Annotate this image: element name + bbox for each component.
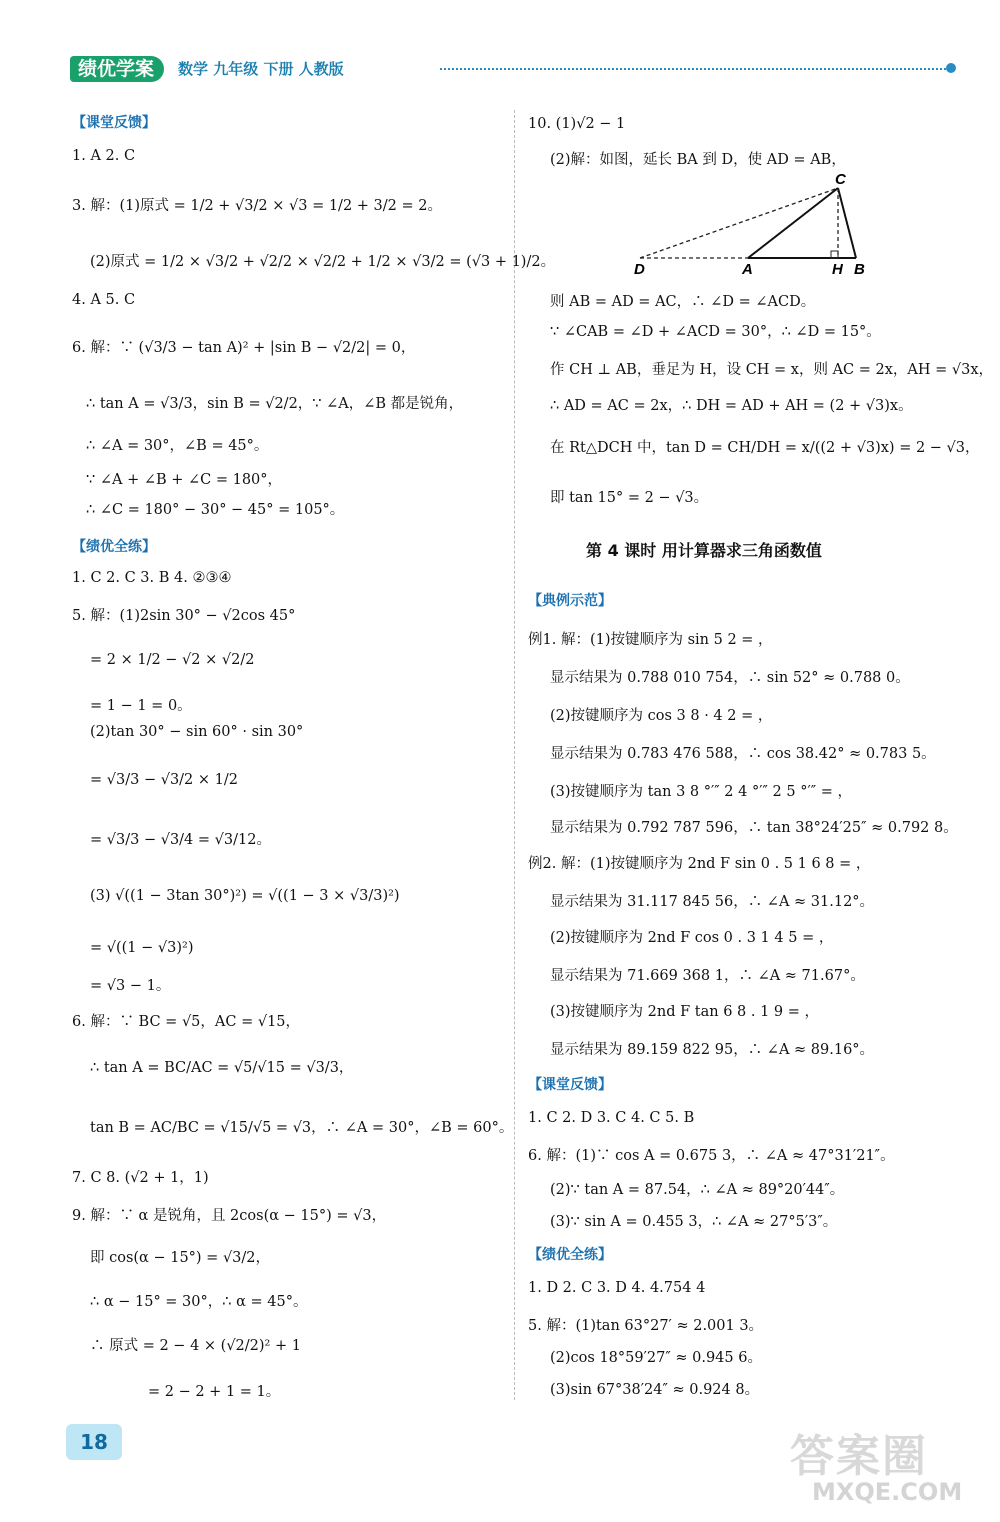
answer-line: 作 CH ⊥ AB，垂足为 H，设 CH = x，则 AC = 2x，AH = √3x，	[550, 362, 994, 378]
answer-line: ∵ ∠CAB = ∠D + ∠ACD = 30°，∴ ∠D = 15°。	[550, 324, 881, 340]
answer-line: 9. 解：∵ α 是锐角，且 2cos(α − 15°) = √3，	[72, 1208, 387, 1224]
right-angle-mark	[831, 251, 838, 258]
label-c: C	[835, 171, 846, 188]
answer-line: 4. A 5. C	[72, 292, 136, 308]
answer-line: 1. C 2. C 3. B 4. ②③④	[72, 570, 232, 586]
answer-line: 即 tan 15° = 2 − √3。	[550, 490, 709, 506]
label-b: B	[854, 261, 865, 278]
answer-line: 6. 解：∵ BC = √5，AC = √15，	[72, 1014, 301, 1030]
page-number: 18	[66, 1424, 122, 1460]
answer-line: 即 cos(α − 15°) = √3/2，	[90, 1250, 271, 1266]
answer-line: (3)按键顺序为 2nd F tan 6 8 . 1 9 = ，	[550, 1004, 820, 1020]
lesson-title: 第 4 课时 用计算器求三角函数值	[586, 541, 822, 560]
answer-line: = 1 − 1 = 0。	[90, 698, 192, 714]
page-header	[70, 52, 960, 88]
section-tag: 【课堂反馈】	[72, 115, 156, 131]
book-subtitle: 数学 九年级 下册 人教版	[178, 60, 344, 78]
triangle-diagram	[630, 170, 870, 280]
answer-line: 例1. 解：(1)按键顺序为 sin 5 2 = ，	[528, 632, 773, 648]
answer-line: 显示结果为 89.159 822 95，∴ ∠A ≈ 89.16°。	[550, 1042, 875, 1058]
header-dot	[946, 63, 956, 73]
answer-line: (2)按键顺序为 2nd F cos 0 . 3 1 4 5 = ，	[550, 930, 834, 946]
answer-line: 显示结果为 31.117 845 56，∴ ∠A ≈ 31.12°。	[550, 894, 875, 910]
answer-line: ∴ ∠A = 30°，∠B = 45°。	[86, 438, 269, 454]
column-divider	[514, 110, 515, 1400]
answer-line: 5. 解：(1)tan 63°27′ ≈ 2.001 3。	[528, 1318, 764, 1334]
answer-line: ∴ ∠C = 180° − 30° − 45° = 105°。	[86, 502, 345, 518]
answer-line: = 2 − 2 + 1 = 1。	[148, 1384, 281, 1400]
answer-line: 3. 解：(1)原式 = 1/2 + √3/2 × √3 = 1/2 + 3/2 = 2。	[72, 198, 442, 214]
answer-line: tan B = AC/BC = √15/√5 = √3，∴ ∠A = 30°，∠B = 60°。	[90, 1120, 514, 1136]
answer-line: 例2. 解：(1)按键顺序为 2nd F sin 0 . 5 1 6 8 = ，	[528, 856, 871, 872]
answer-line: (3)∵ sin A = 0.455 3，∴ ∠A ≈ 27°5′3″。	[550, 1214, 838, 1230]
label-a: A	[742, 261, 753, 278]
answer-line: 5. 解：(1)2sin 30° − √2cos 45°	[72, 608, 296, 624]
answer-line: 在 Rt△DCH 中，tan D = CH/DH = x/((2 + √3)x) = 2 − √3，	[550, 440, 980, 456]
answer-line: 显示结果为 0.788 010 754，∴ sin 52° ≈ 0.788 0。	[550, 670, 910, 686]
answer-line: 6. 解：∵ (√3/3 − tan A)² + |sin B − √2/2| = 0，	[72, 340, 416, 356]
answer-line: ∴ tan A = √3/3，sin B = √2/2，∵ ∠A，∠B 都是锐角，	[86, 396, 464, 412]
answer-line: (2)原式 = 1/2 × √3/2 + √2/2 × √2/2 + 1/2 × √3/2 = (√3 + 1)/2。	[90, 254, 556, 270]
answer-line: 显示结果为 0.792 787 596，∴ tan 38°24′25″ ≈ 0.792 8。	[550, 820, 958, 836]
label-h: H	[832, 261, 843, 278]
answer-line: (2)cos 18°59′27″ ≈ 0.945 6。	[550, 1350, 762, 1366]
answer-line: 显示结果为 71.669 368 1，∴ ∠A ≈ 71.67°。	[550, 968, 865, 984]
answer-line: ∵ ∠A + ∠B + ∠C = 180°，	[86, 472, 283, 488]
answer-line: 则 AB = AD = AC，∴ ∠D = ∠ACD。	[550, 294, 816, 310]
section-tag: 【绩优全练】	[528, 1247, 612, 1263]
answer-line: ∴ tan A = BC/AC = √5/√15 = √3/3，	[90, 1060, 354, 1076]
answer-line: 7. C 8. (√2 + 1，1)	[72, 1170, 209, 1186]
answer-line: (3) √((1 − 3tan 30°)²) = √((1 − 3 × √3/3)²)	[90, 888, 400, 904]
answer-line: 1. D 2. C 3. D 4. 4.754 4	[528, 1280, 706, 1296]
answer-line: (2)tan 30° − sin 60° · sin 30°	[90, 724, 304, 740]
segment-cb	[838, 188, 856, 258]
label-d: D	[634, 261, 645, 278]
answer-line: = 2 × 1/2 − √2 × √2/2	[90, 652, 255, 668]
answer-line: 10. (1)√2 − 1	[528, 116, 626, 132]
answer-line: ∴ α − 15° = 30°，∴ α = 45°。	[90, 1294, 308, 1310]
answer-line: (3)sin 67°38′24″ ≈ 0.924 8。	[550, 1382, 760, 1398]
section-tag: 【课堂反馈】	[528, 1077, 612, 1093]
answer-line: 显示结果为 0.783 476 588，∴ cos 38.42° ≈ 0.783 5。	[550, 746, 936, 762]
answer-line: ∴ 原式 = 2 − 4 × (√2/2)² + 1	[90, 1338, 301, 1354]
segment-ac	[748, 188, 838, 258]
answer-line: (2)解：如图，延长 BA 到 D，使 AD = AB，	[550, 152, 846, 168]
watermark-url: MXQE.COM	[812, 1478, 963, 1506]
watermark-logo: 答案圈	[790, 1431, 928, 1482]
section-tag: 【绩优全练】	[72, 539, 156, 555]
answer-line: ∴ AD = AC = 2x，∴ DH = AD + AH = (2 + √3)x。	[550, 398, 913, 414]
brand-logo: 绩优学案	[70, 56, 164, 82]
answer-line: (2)按键顺序为 cos 3 8 · 4 2 = ，	[550, 708, 773, 724]
section-tag: 【典例示范】	[528, 593, 612, 609]
answer-line: 1. C 2. D 3. C 4. C 5. B	[528, 1110, 695, 1126]
answer-line: = √((1 − √3)²)	[90, 940, 194, 956]
answer-line: 6. 解：(1)∵ cos A = 0.675 3，∴ ∠A ≈ 47°31′21″。	[528, 1148, 895, 1164]
answer-line: (2)∵ tan A = 87.54，∴ ∠A ≈ 89°20′44″。	[550, 1182, 845, 1198]
answer-line: (3)按键顺序为 tan 3 8 °′″ 2 4 °′″ 2 5 °′″ = ，	[550, 784, 853, 800]
answer-line: = √3 − 1。	[90, 978, 171, 994]
dashed-dc-line	[640, 188, 838, 258]
header-dotted-rule	[440, 68, 950, 70]
answer-line: = √3/3 − √3/4 = √3/12。	[90, 832, 271, 848]
answer-line: = √3/3 − √3/2 × 1/2	[90, 772, 238, 788]
answer-line: 1. A 2. C	[72, 148, 136, 164]
